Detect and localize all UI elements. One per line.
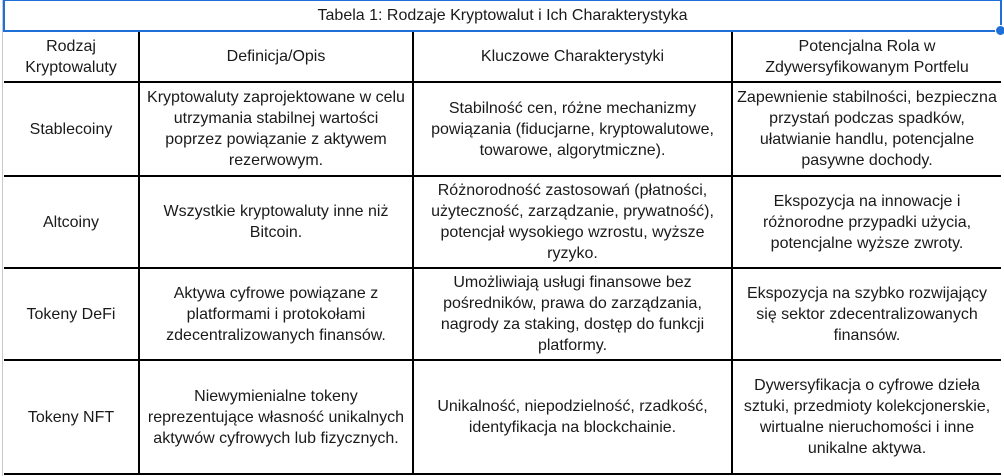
table-row	[4, 82, 1001, 176]
cell-type[interactable]: Tokeny DeFi	[4, 268, 139, 360]
header-cell-characteristics[interactable]: Kluczowe Charakterystyki	[413, 31, 732, 82]
table-row	[4, 360, 1001, 474]
cell-definition[interactable]: Kryptowaluty zaprojektowane w celu utrzymania stabilnej wartości poprzez powiązanie z aktywem rezerwowym.	[139, 82, 413, 176]
table-title-cell[interactable]	[4, 1, 1001, 32]
cell-characteristics[interactable]: Umożliwiają usługi finansowe bez pośredników, prawa do zarządzania, nagrody za staking, dostęp do funkcji platformy.	[413, 268, 732, 360]
cell-role[interactable]: Dywersyfikacja o cyfrowe dzieła sztuki, przedmioty kolekcjonerskie, wirtualne nieruchomości i inne unikalne aktywa.	[732, 360, 1001, 474]
cell-characteristics[interactable]: Stabilność cen, różne mechanizmy powiązania (fiducjarne, kryptowalutowe, towarowe, algorytmiczne).	[413, 82, 732, 176]
cell-characteristics[interactable]: Różnorodność zastosowań (płatności, użyteczność, zarządzanie, prywatność), potencjał wysokiego wzrostu, wyższe ryzyko.	[413, 176, 732, 268]
cell-type[interactable]: Altcoiny	[4, 176, 139, 268]
cell-definition[interactable]: Wszystkie kryptowaluty inne niż Bitcoin.	[139, 176, 413, 268]
crypto-types-table	[3, 0, 1002, 475]
header-cell-type[interactable]: Rodzaj Kryptowaluty	[4, 31, 139, 82]
cell-type[interactable]: Tokeny NFT	[4, 360, 139, 474]
table-title: Tabela 1: Rodzaje Kryptowalut i Ich Charakterystyka	[317, 7, 688, 24]
fill-handle[interactable]	[995, 25, 1004, 36]
cell-role[interactable]: Ekspozycja na innowacje i różnorodne przypadki użycia, potencjalne wyższe zwroty.	[732, 176, 1001, 268]
cell-characteristics[interactable]: Unikalność, niepodzielność, rzadkość, identyfikacja na blockchainie.	[413, 360, 732, 474]
title-row	[4, 1, 1001, 32]
header-cell-role[interactable]: Potencjalna Rola w Zdywersyfikowanym Portfelu	[732, 31, 1001, 82]
table-row	[4, 268, 1001, 360]
cell-definition[interactable]: Aktywa cyfrowe powiązane z platformami i protokołami zdecentralizowanych finansów.	[139, 268, 413, 360]
cell-definition[interactable]: Niewymienialne tokeny reprezentujące własność unikalnych aktywów cyfrowych lub fizycznych.	[139, 360, 413, 474]
header-row	[4, 31, 1001, 82]
cell-role[interactable]: Zapewnienie stabilności, bezpieczna przystań podczas spadków, ułatwianie handlu, potencjalne pasywne dochody.	[732, 82, 1001, 176]
cell-role[interactable]: Ekspozycja na szybko rozwijający się sektor zdecentralizowanych finansów.	[732, 268, 1001, 360]
cell-type[interactable]: Stablecoiny	[4, 82, 139, 176]
header-cell-definition[interactable]: Definicja/Opis	[139, 31, 413, 82]
table-row	[4, 176, 1001, 268]
